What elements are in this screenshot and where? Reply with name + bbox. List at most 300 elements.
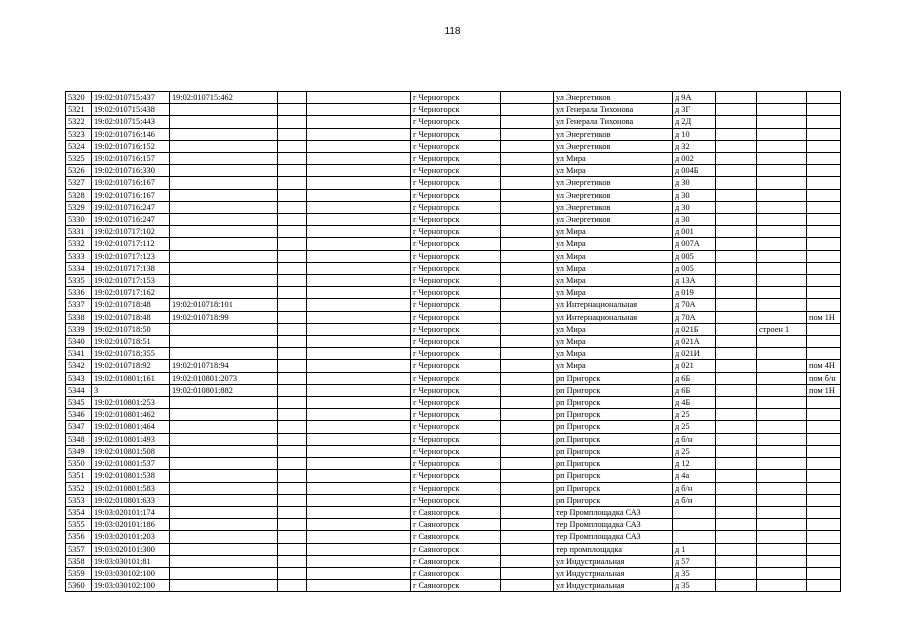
cell-related-cadastral-number: 19:02:010718:99 — [170, 311, 278, 323]
cell-row-number: 5331 — [66, 226, 92, 238]
cell-cadastral-number: 19:02:010717:153 — [92, 275, 170, 287]
cell-premises — [807, 482, 841, 494]
cell-col-7 — [501, 226, 554, 238]
cell-city: г Черногорск — [411, 397, 501, 409]
cell-related-cadastral-number — [170, 214, 278, 226]
cell-cadastral-number: 19:03:020101:203 — [92, 531, 170, 543]
cell-row-number: 5336 — [66, 287, 92, 299]
cell-row-number: 5321 — [66, 104, 92, 116]
cell-row-number: 5325 — [66, 153, 92, 165]
cell-street: ул Энергетиков — [554, 128, 673, 140]
cell-city: г Черногорск — [411, 409, 501, 421]
cell-house: д 10 — [673, 128, 716, 140]
table-row — [66, 153, 841, 165]
cell-house: д 30 — [673, 177, 716, 189]
cell-col-10 — [716, 336, 757, 348]
cell-col-10 — [716, 494, 757, 506]
table-row — [66, 189, 841, 201]
cell-col-7 — [501, 555, 554, 567]
cell-house: д 019 — [673, 287, 716, 299]
cell-col-7 — [501, 140, 554, 152]
cell-cadastral-number: 19:02:010718:50 — [92, 323, 170, 335]
cell-col-7 — [501, 250, 554, 262]
cell-house: д 2Д — [673, 116, 716, 128]
cell-house: д 30 — [673, 201, 716, 213]
cell-row-number: 5341 — [66, 348, 92, 360]
cell-house: д б/н — [673, 433, 716, 445]
cell-row-number: 5351 — [66, 470, 92, 482]
cell-street: ул Энергетиков — [554, 214, 673, 226]
cell-cadastral-number: 19:02:010717:123 — [92, 250, 170, 262]
cell-building — [757, 116, 807, 128]
cell-col-5 — [307, 506, 411, 518]
page-number: 118 — [444, 26, 461, 37]
table-row — [66, 372, 841, 384]
cell-related-cadastral-number: 19:02:010718:94 — [170, 360, 278, 372]
cell-col-4 — [278, 482, 307, 494]
cell-col-5 — [307, 348, 411, 360]
cell-house: д 6Б — [673, 372, 716, 384]
cell-col-4 — [278, 153, 307, 165]
cell-premises — [807, 409, 841, 421]
cell-house: д 32 — [673, 140, 716, 152]
cell-col-10 — [716, 445, 757, 457]
cell-col-7 — [501, 348, 554, 360]
cell-city: г Черногорск — [411, 360, 501, 372]
cell-col-4 — [278, 397, 307, 409]
cell-cadastral-number: 19:02:010715:438 — [92, 104, 170, 116]
cell-house: д 30 — [673, 189, 716, 201]
cell-building — [757, 372, 807, 384]
cell-col-10 — [716, 140, 757, 152]
cell-building — [757, 580, 807, 592]
cell-row-number: 5343 — [66, 372, 92, 384]
cell-street: ул Интернациональная — [554, 299, 673, 311]
cell-street: рп Пригорск — [554, 372, 673, 384]
cell-building — [757, 275, 807, 287]
cell-row-number: 5320 — [66, 92, 92, 104]
cell-premises — [807, 397, 841, 409]
cell-col-4 — [278, 336, 307, 348]
cell-premises — [807, 433, 841, 445]
table-row — [66, 360, 841, 372]
cell-building — [757, 287, 807, 299]
cell-street: ул Мира — [554, 323, 673, 335]
cell-row-number: 5342 — [66, 360, 92, 372]
cell-building — [757, 92, 807, 104]
cell-row-number: 5348 — [66, 433, 92, 445]
cell-house: д 6Б — [673, 384, 716, 396]
cell-cadastral-number: 19:02:010801:508 — [92, 445, 170, 457]
cell-col-4 — [278, 116, 307, 128]
cell-col-5 — [307, 153, 411, 165]
cell-col-5 — [307, 116, 411, 128]
cell-col-10 — [716, 104, 757, 116]
table-row — [66, 165, 841, 177]
cell-col-7 — [501, 275, 554, 287]
table-row — [66, 262, 841, 274]
cell-street: ул Индустриальная — [554, 555, 673, 567]
cell-street: ул Индустриальная — [554, 567, 673, 579]
cell-row-number: 5349 — [66, 445, 92, 457]
cell-premises — [807, 543, 841, 555]
cell-house: д 4Б — [673, 397, 716, 409]
cell-col-10 — [716, 372, 757, 384]
cell-house: д б/н — [673, 494, 716, 506]
cell-city: г Черногорск — [411, 482, 501, 494]
cell-col-10 — [716, 506, 757, 518]
cell-col-7 — [501, 519, 554, 531]
cell-city: г Черногорск — [411, 336, 501, 348]
cell-premises — [807, 238, 841, 250]
cell-related-cadastral-number — [170, 409, 278, 421]
cell-row-number: 5353 — [66, 494, 92, 506]
cell-house: д 4а — [673, 470, 716, 482]
cell-cadastral-number: 19:02:010716:167 — [92, 189, 170, 201]
cell-cadastral-number: 19:03:030101:81 — [92, 555, 170, 567]
cell-building — [757, 482, 807, 494]
cell-row-number: 5345 — [66, 397, 92, 409]
cell-col-10 — [716, 567, 757, 579]
cell-col-4 — [278, 128, 307, 140]
table-row — [66, 250, 841, 262]
cell-col-4 — [278, 201, 307, 213]
cell-row-number: 5324 — [66, 140, 92, 152]
cell-premises: пом 1Н — [807, 311, 841, 323]
cell-cadastral-number: 19:02:010801:161 — [92, 372, 170, 384]
table-row — [66, 348, 841, 360]
table-row — [66, 409, 841, 421]
cell-col-5 — [307, 397, 411, 409]
cell-col-10 — [716, 165, 757, 177]
cell-col-7 — [501, 214, 554, 226]
cell-related-cadastral-number — [170, 226, 278, 238]
cell-city: г Черногорск — [411, 153, 501, 165]
cell-col-10 — [716, 201, 757, 213]
table-row — [66, 275, 841, 287]
cell-house: д 35 — [673, 567, 716, 579]
cell-related-cadastral-number — [170, 531, 278, 543]
cell-house: д 57 — [673, 555, 716, 567]
cell-col-5 — [307, 470, 411, 482]
cell-col-4 — [278, 506, 307, 518]
cell-city: г Черногорск — [411, 348, 501, 360]
cell-house: д 002 — [673, 153, 716, 165]
cell-premises — [807, 555, 841, 567]
table-row — [66, 470, 841, 482]
cell-row-number: 5337 — [66, 299, 92, 311]
cell-street: рп Пригорск — [554, 384, 673, 396]
cell-col-7 — [501, 580, 554, 592]
cell-premises — [807, 177, 841, 189]
cell-city: г Черногорск — [411, 299, 501, 311]
table-row — [66, 311, 841, 323]
cell-col-10 — [716, 116, 757, 128]
cell-premises — [807, 92, 841, 104]
cell-col-10 — [716, 177, 757, 189]
cell-col-7 — [501, 238, 554, 250]
cell-city: г Саяногорск — [411, 543, 501, 555]
cell-premises — [807, 519, 841, 531]
cell-premises — [807, 567, 841, 579]
cell-row-number: 5333 — [66, 250, 92, 262]
cell-house: д 004Б — [673, 165, 716, 177]
cell-street: рп Пригорск — [554, 421, 673, 433]
cell-city: г Черногорск — [411, 323, 501, 335]
cell-col-10 — [716, 482, 757, 494]
cell-col-5 — [307, 336, 411, 348]
table-row — [66, 287, 841, 299]
cell-col-4 — [278, 348, 307, 360]
cell-col-5 — [307, 140, 411, 152]
cell-street: рп Пригорск — [554, 458, 673, 470]
cell-cadastral-number: 19:02:010801:493 — [92, 433, 170, 445]
cell-related-cadastral-number — [170, 445, 278, 457]
cell-cadastral-number: 19:02:010718:48 — [92, 299, 170, 311]
cell-cadastral-number: 19:02:010716:152 — [92, 140, 170, 152]
cell-col-7 — [501, 397, 554, 409]
cell-related-cadastral-number — [170, 287, 278, 299]
cell-col-5 — [307, 433, 411, 445]
cell-related-cadastral-number — [170, 104, 278, 116]
cell-col-4 — [278, 519, 307, 531]
cell-building — [757, 299, 807, 311]
cell-building — [757, 165, 807, 177]
cell-city: г Черногорск — [411, 421, 501, 433]
table-row — [66, 482, 841, 494]
cell-building — [757, 506, 807, 518]
cell-col-4 — [278, 214, 307, 226]
cell-cadastral-number: 19:03:030102:100 — [92, 580, 170, 592]
table-row — [66, 555, 841, 567]
cell-col-5 — [307, 238, 411, 250]
cell-col-10 — [716, 275, 757, 287]
cell-related-cadastral-number — [170, 555, 278, 567]
table-row — [66, 92, 841, 104]
cell-col-4 — [278, 189, 307, 201]
cell-building — [757, 214, 807, 226]
cell-col-5 — [307, 262, 411, 274]
cell-col-7 — [501, 311, 554, 323]
cell-cadastral-number: 19:02:010716:167 — [92, 177, 170, 189]
table-row — [66, 201, 841, 213]
cell-col-4 — [278, 226, 307, 238]
cell-col-7 — [501, 384, 554, 396]
cell-cadastral-number: 19:02:010718:92 — [92, 360, 170, 372]
cell-house: д 30 — [673, 214, 716, 226]
cell-col-5 — [307, 287, 411, 299]
cell-cadastral-number: 19:03:030102:100 — [92, 567, 170, 579]
cell-building — [757, 555, 807, 567]
cell-premises — [807, 458, 841, 470]
cell-house: д 1 — [673, 543, 716, 555]
cell-col-10 — [716, 555, 757, 567]
table-row — [66, 104, 841, 116]
cell-related-cadastral-number — [170, 165, 278, 177]
cell-building — [757, 409, 807, 421]
cell-related-cadastral-number — [170, 116, 278, 128]
cell-premises — [807, 445, 841, 457]
cell-cadastral-number: 19:02:010717:162 — [92, 287, 170, 299]
cell-premises: пом 1Н — [807, 384, 841, 396]
table-row — [66, 506, 841, 518]
cell-row-number: 5339 — [66, 323, 92, 335]
cell-col-5 — [307, 201, 411, 213]
cell-street: ул Мира — [554, 275, 673, 287]
cell-house — [673, 506, 716, 518]
cell-col-7 — [501, 104, 554, 116]
cell-city: г Саяногорск — [411, 555, 501, 567]
table-row — [66, 458, 841, 470]
cell-col-4 — [278, 445, 307, 457]
cell-cadastral-number: 19:02:010716:247 — [92, 214, 170, 226]
cell-col-7 — [501, 299, 554, 311]
cell-premises — [807, 153, 841, 165]
cell-col-4 — [278, 360, 307, 372]
cell-city: г Черногорск — [411, 201, 501, 213]
cell-premises — [807, 287, 841, 299]
table-row — [66, 543, 841, 555]
cell-col-4 — [278, 165, 307, 177]
cell-cadastral-number: 19:02:010801:464 — [92, 421, 170, 433]
cell-premises — [807, 531, 841, 543]
cell-house: д 25 — [673, 409, 716, 421]
cell-col-5 — [307, 104, 411, 116]
cell-street: ул Мира — [554, 165, 673, 177]
cell-cadastral-number: 3 — [92, 384, 170, 396]
cell-col-10 — [716, 433, 757, 445]
cell-street: ул Энергетиков — [554, 201, 673, 213]
cell-building — [757, 360, 807, 372]
cell-building — [757, 384, 807, 396]
cell-related-cadastral-number — [170, 238, 278, 250]
cell-cadastral-number: 19:02:010716:247 — [92, 201, 170, 213]
cell-premises — [807, 214, 841, 226]
cell-city: г Черногорск — [411, 177, 501, 189]
cell-col-10 — [716, 128, 757, 140]
cell-related-cadastral-number — [170, 201, 278, 213]
cell-premises — [807, 201, 841, 213]
cell-premises — [807, 323, 841, 335]
cell-related-cadastral-number — [170, 543, 278, 555]
cell-street: ул Индустриальная — [554, 580, 673, 592]
cell-building — [757, 226, 807, 238]
cell-col-10 — [716, 384, 757, 396]
cell-col-5 — [307, 458, 411, 470]
registry-table — [65, 91, 841, 592]
cell-col-10 — [716, 580, 757, 592]
cell-building — [757, 567, 807, 579]
cell-row-number: 5355 — [66, 519, 92, 531]
table-row — [66, 421, 841, 433]
cell-building — [757, 262, 807, 274]
cell-building — [757, 153, 807, 165]
cell-col-4 — [278, 299, 307, 311]
cell-col-4 — [278, 567, 307, 579]
cell-col-7 — [501, 531, 554, 543]
cell-col-4 — [278, 580, 307, 592]
cell-cadastral-number: 19:02:010717:102 — [92, 226, 170, 238]
cell-premises — [807, 336, 841, 348]
cell-col-7 — [501, 177, 554, 189]
cell-premises — [807, 250, 841, 262]
cell-col-10 — [716, 299, 757, 311]
cell-col-5 — [307, 445, 411, 457]
cell-col-10 — [716, 421, 757, 433]
cell-col-4 — [278, 458, 307, 470]
table-row — [66, 397, 841, 409]
cell-related-cadastral-number: 19:02:010715:462 — [170, 92, 278, 104]
cell-city: г Черногорск — [411, 104, 501, 116]
cell-building — [757, 348, 807, 360]
cell-related-cadastral-number: 19:02:010718:101 — [170, 299, 278, 311]
cell-city: г Черногорск — [411, 238, 501, 250]
cell-street: ул Генерала Тихонова — [554, 104, 673, 116]
cell-row-number: 5330 — [66, 214, 92, 226]
cell-related-cadastral-number — [170, 494, 278, 506]
cell-city: г Черногорск — [411, 458, 501, 470]
cell-premises — [807, 128, 841, 140]
cell-house: д 021Б — [673, 323, 716, 335]
cell-premises — [807, 580, 841, 592]
cell-city: г Черногорск — [411, 287, 501, 299]
cell-col-10 — [716, 238, 757, 250]
cell-col-4 — [278, 177, 307, 189]
cell-row-number: 5322 — [66, 116, 92, 128]
cell-city: г Саяногорск — [411, 531, 501, 543]
table-row — [66, 299, 841, 311]
cell-col-7 — [501, 92, 554, 104]
cell-col-7 — [501, 165, 554, 177]
cell-col-4 — [278, 543, 307, 555]
cell-city: г Черногорск — [411, 250, 501, 262]
cell-street: рп Пригорск — [554, 409, 673, 421]
cell-premises: пом 4Н — [807, 360, 841, 372]
cell-building — [757, 250, 807, 262]
cell-row-number: 5332 — [66, 238, 92, 250]
cell-col-4 — [278, 372, 307, 384]
cell-related-cadastral-number — [170, 153, 278, 165]
cell-premises — [807, 116, 841, 128]
cell-col-5 — [307, 543, 411, 555]
cell-premises — [807, 140, 841, 152]
cell-col-7 — [501, 116, 554, 128]
cell-premises — [807, 226, 841, 238]
cell-row-number: 5329 — [66, 201, 92, 213]
cell-related-cadastral-number — [170, 262, 278, 274]
cell-col-10 — [716, 153, 757, 165]
cell-row-number: 5347 — [66, 421, 92, 433]
cell-col-7 — [501, 360, 554, 372]
cell-col-4 — [278, 323, 307, 335]
cell-col-5 — [307, 519, 411, 531]
cell-col-5 — [307, 214, 411, 226]
cell-house: д 70А — [673, 299, 716, 311]
cell-col-4 — [278, 470, 307, 482]
cell-col-5 — [307, 128, 411, 140]
cell-street: ул Мира — [554, 287, 673, 299]
cell-city: г Черногорск — [411, 384, 501, 396]
cell-col-4 — [278, 433, 307, 445]
cell-col-4 — [278, 494, 307, 506]
cell-row-number: 5338 — [66, 311, 92, 323]
table-row — [66, 238, 841, 250]
cell-house: д 021И — [673, 348, 716, 360]
table-row — [66, 226, 841, 238]
cell-cadastral-number: 19:02:010716:157 — [92, 153, 170, 165]
cell-city: г Черногорск — [411, 128, 501, 140]
cell-col-7 — [501, 372, 554, 384]
